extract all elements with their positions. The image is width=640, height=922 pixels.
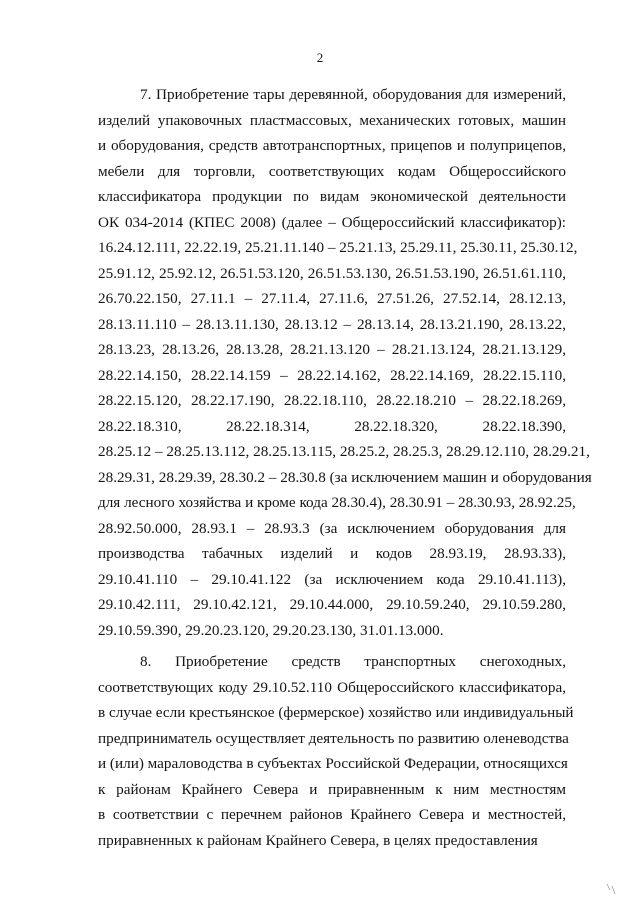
paragraph-line: 28.13.23, 28.13.26, 28.13.28, 28.21.13.120 – 28.21.13.124, 28.21.13.129, [98,341,566,358]
paragraph-line: 25.91.12, 25.92.12, 26.51.53.120, 26.51.53.130, 26.51.53.190, 26.51.61.110, [98,264,566,282]
paragraph-line: 28.22.15.120, 28.22.17.190, 28.22.18.110, 28.22.18.210 – 28.22.18.269, [98,392,566,409]
paragraph-line: для лесного хозяйства и кроме кода 28.30.4), 28.30.91 – 28.30.93, 28.92.25, [98,494,576,511]
paragraph-7 [98,82,592,643]
paragraph-line: ОК 034-2014 (КПЕС 2008) (далее – Общероссийский классификатор): [98,213,566,231]
paragraph-line: 28.22.14.150, 28.22.14.159 – 28.22.14.162, 28.22.14.169, 28.22.15.110, [98,366,566,384]
paragraph-line: соответствующих коду 29.10.52.110 Общероссийского классификатора, [98,678,566,696]
paragraph-line: изделий упаковочных пластмассовых, механических готовых, машин [98,111,566,129]
paragraph-line: 26.70.22.150, 27.11.1 – 27.11.4, 27.11.6, 27.51.26, 27.52.14, 28.12.13, [98,290,566,307]
paragraph-line: мебели для торговли, соответствующих кодам Общероссийского [98,162,566,180]
paragraph-line: классификатора продукции по видам экономической деятельности [98,188,566,205]
scan-artifact-mark [604,882,618,896]
paragraph-8 [98,649,574,853]
paragraph-line: 28.92.50.000, 28.93.1 – 28.93.3 (за исключением оборудования для [98,519,566,537]
paragraph-line: в случае если крестьянское (фермерское) хозяйство или индивидуальный [98,704,574,721]
paragraph-line: приравненных к районам Крайнего Севера, в целях предоставления [98,831,538,849]
paragraph-line: 7. Приобретение тары деревянной, оборудования для измерений, [140,86,566,103]
paragraph-line: 29.10.41.110 – 29.10.41.122 (за исключением кода 29.10.41.113), [98,570,566,588]
paragraph-line: 28.22.18.310, 28.22.18.314, 28.22.18.320, 28.22.18.390, [98,417,566,435]
paragraph-line: 8. Приобретение средств транспортных снегоходных, [140,653,566,670]
paragraph-line: 29.10.59.390, 29.20.23.120, 29.20.23.130, 31.01.13.000. [98,621,444,639]
paragraph-line: к районам Крайнего Севера и приравненным к ним местностям [98,780,566,798]
paragraph-line: и (или) мараловодства в субъектах Российской Федерации, относящихся [98,755,568,772]
document-body [98,82,592,853]
paragraph-line: производства табачных изделий и кодов 28.93.19, 28.93.33), [98,545,566,562]
page-number: 2 [316,50,324,65]
paragraph-line: 29.10.42.111, 29.10.42.121, 29.10.44.000, 29.10.59.240, 29.10.59.280, [98,596,566,613]
paragraph-line: 28.25.12 – 28.25.13.112, 28.25.13.115, 28.25.2, 28.25.3, 28.29.12.110, 28.29.21, [98,443,590,460]
paragraph-line: 28.29.31, 28.29.39, 28.30.2 – 28.30.8 (за исключением машин и оборудования [98,468,592,486]
paragraph-line: предприниматель осуществляет деятельность по развитию оленеводства [98,729,569,747]
paragraph-line: 28.13.11.110 – 28.13.11.130, 28.13.12 – 28.13.14, 28.13.21.190, 28.13.22, [98,315,566,333]
paragraph-line: 16.24.12.111, 22.22.19, 25.21.11.140 – 25.21.13, 25.29.11, 25.30.11, 25.30.12, [98,239,578,256]
paragraph-line: в соответствии с перечнем районов Крайнего Севера и местностей, [98,806,566,823]
paragraph-line: и оборудования, средств автотранспортных, прицепов и полуприцепов, [98,137,566,154]
